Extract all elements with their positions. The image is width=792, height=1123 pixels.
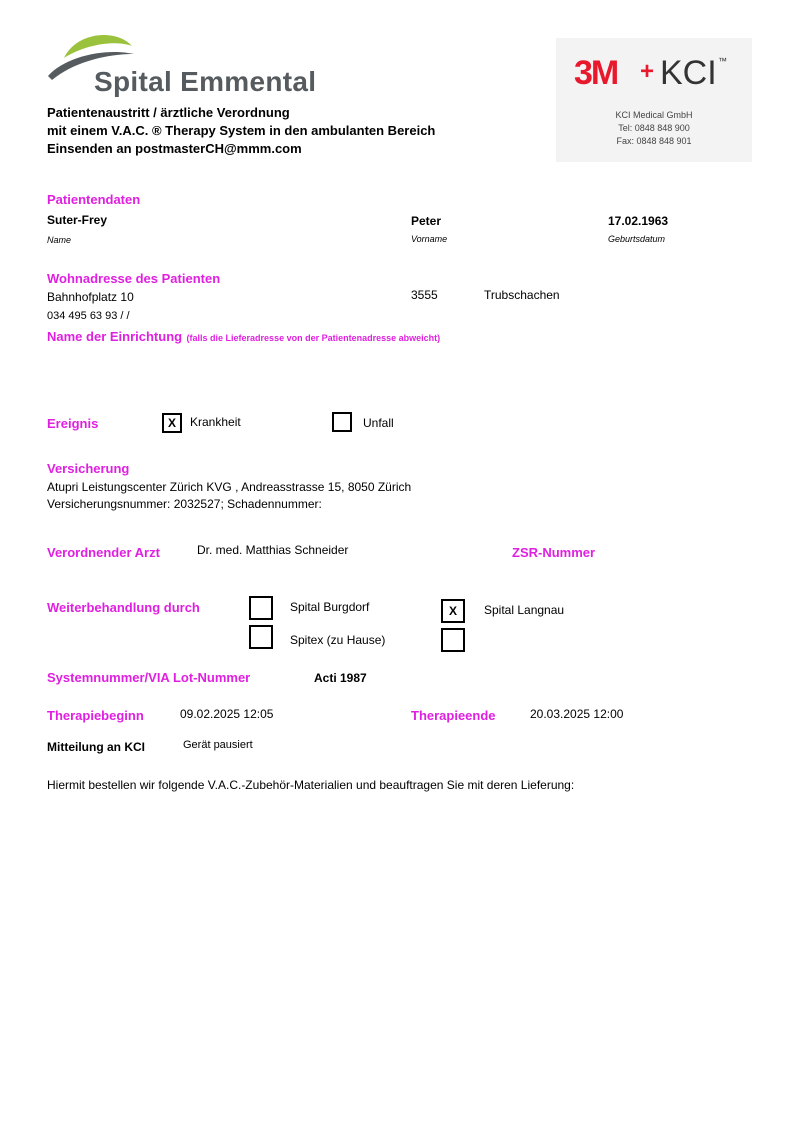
address-phone: 034 495 63 93 / / [47,310,130,322]
system-label: Systemnummer/VIA Lot-Nummer [47,670,251,685]
kci-tel: Tel: 0848 848 900 [618,123,690,133]
doctor-name: Dr. med. Matthias Schneider [197,543,349,557]
message-label: Mitteilung an KCI [47,740,145,754]
spitex-checkbox[interactable] [249,625,273,649]
unfall-checkbox[interactable] [332,412,352,432]
caption-first-name: Vorname [411,234,448,244]
brand-trademark: ™ [718,56,727,66]
address-city: Trubschachen [484,288,560,302]
patient-first-name: Peter [411,214,442,228]
brand-3m: 3M [574,54,618,92]
address-zip: 3555 [411,288,438,302]
order-text: Hiermit bestellen wir folgende V.A.C.-Zubehör-Materialien und beauftragen Sie mit deren Lieferung: [47,778,575,792]
address-street: Bahnhofplatz 10 [47,290,134,304]
krankheit-checkbox[interactable]: X [162,413,182,433]
header-line-2: mit einem V.A.C. ® Therapy System in den ambulanten Bereich [47,123,436,138]
therapy-start-value: 09.02.2025 12:05 [180,707,274,721]
facility-title: Name der Einrichtung [47,329,183,344]
patient-last-name: Suter-Frey [47,213,108,227]
patient-birth-date: 17.02.1963 [608,214,669,228]
kci-fax: Fax: 0848 848 901 [616,136,692,146]
therapy-start-label: Therapiebeginn [47,708,144,723]
caption-birth-date: Geburtsdatum [608,234,666,244]
spital-burgdorf-checkbox[interactable] [249,596,273,620]
brand-kci: KCI [660,54,717,92]
krankheit-label: Krankheit [190,415,241,429]
event-label: Ereignis [47,416,99,431]
zsr-label: ZSR-Nummer [512,545,596,560]
patient-section-title: Patientendaten [47,192,141,207]
spital-langnau-label: Spital Langnau [484,603,565,617]
spitex-label: Spitex (zu Hause) [290,633,386,647]
unfall-label: Unfall [363,416,394,430]
facility-note: (falls die Lieferadresse von der Patientenadresse abweicht) [186,333,441,343]
therapy-end-label: Therapieende [411,708,496,723]
address-section-title: Wohnadresse des Patienten [47,271,221,286]
spital-burgdorf-label: Spital Burgdorf [290,600,370,614]
spital-emmental-logo [46,28,322,104]
followup-label: Weiterbehandlung durch [47,600,200,615]
spital-emmental-wordmark: Spital Emmental [94,66,317,97]
message-value: Gerät pausiert [183,739,253,751]
caption-name: Name [47,235,72,245]
insurance-line-1: Atupri Leistungscenter Zürich KVG , Andreasstrasse 15, 8050 Zürich [47,480,412,494]
spital-langnau-checkbox[interactable]: X [441,599,465,623]
header-line-1: Patientenaustritt / ärztliche Verordnung [47,105,290,120]
insurance-label: Versicherung [47,461,130,476]
kci-contact-panel [556,38,752,162]
therapy-end-value: 20.03.2025 12:00 [530,707,624,721]
system-value: Acti 1987 [314,671,367,685]
facility-heading [47,328,440,346]
insurance-line-2: Versicherungsnummer: 2032527; Schadennummer: [47,497,322,511]
header-line-3: Einsenden an postmasterCH@mmm.com [47,141,302,156]
brand-plus: + [640,58,655,85]
unlabeled-checkbox[interactable] [441,628,465,652]
kci-company: KCI Medical GmbH [615,110,693,120]
doctor-label: Verordnender Arzt [47,545,160,560]
